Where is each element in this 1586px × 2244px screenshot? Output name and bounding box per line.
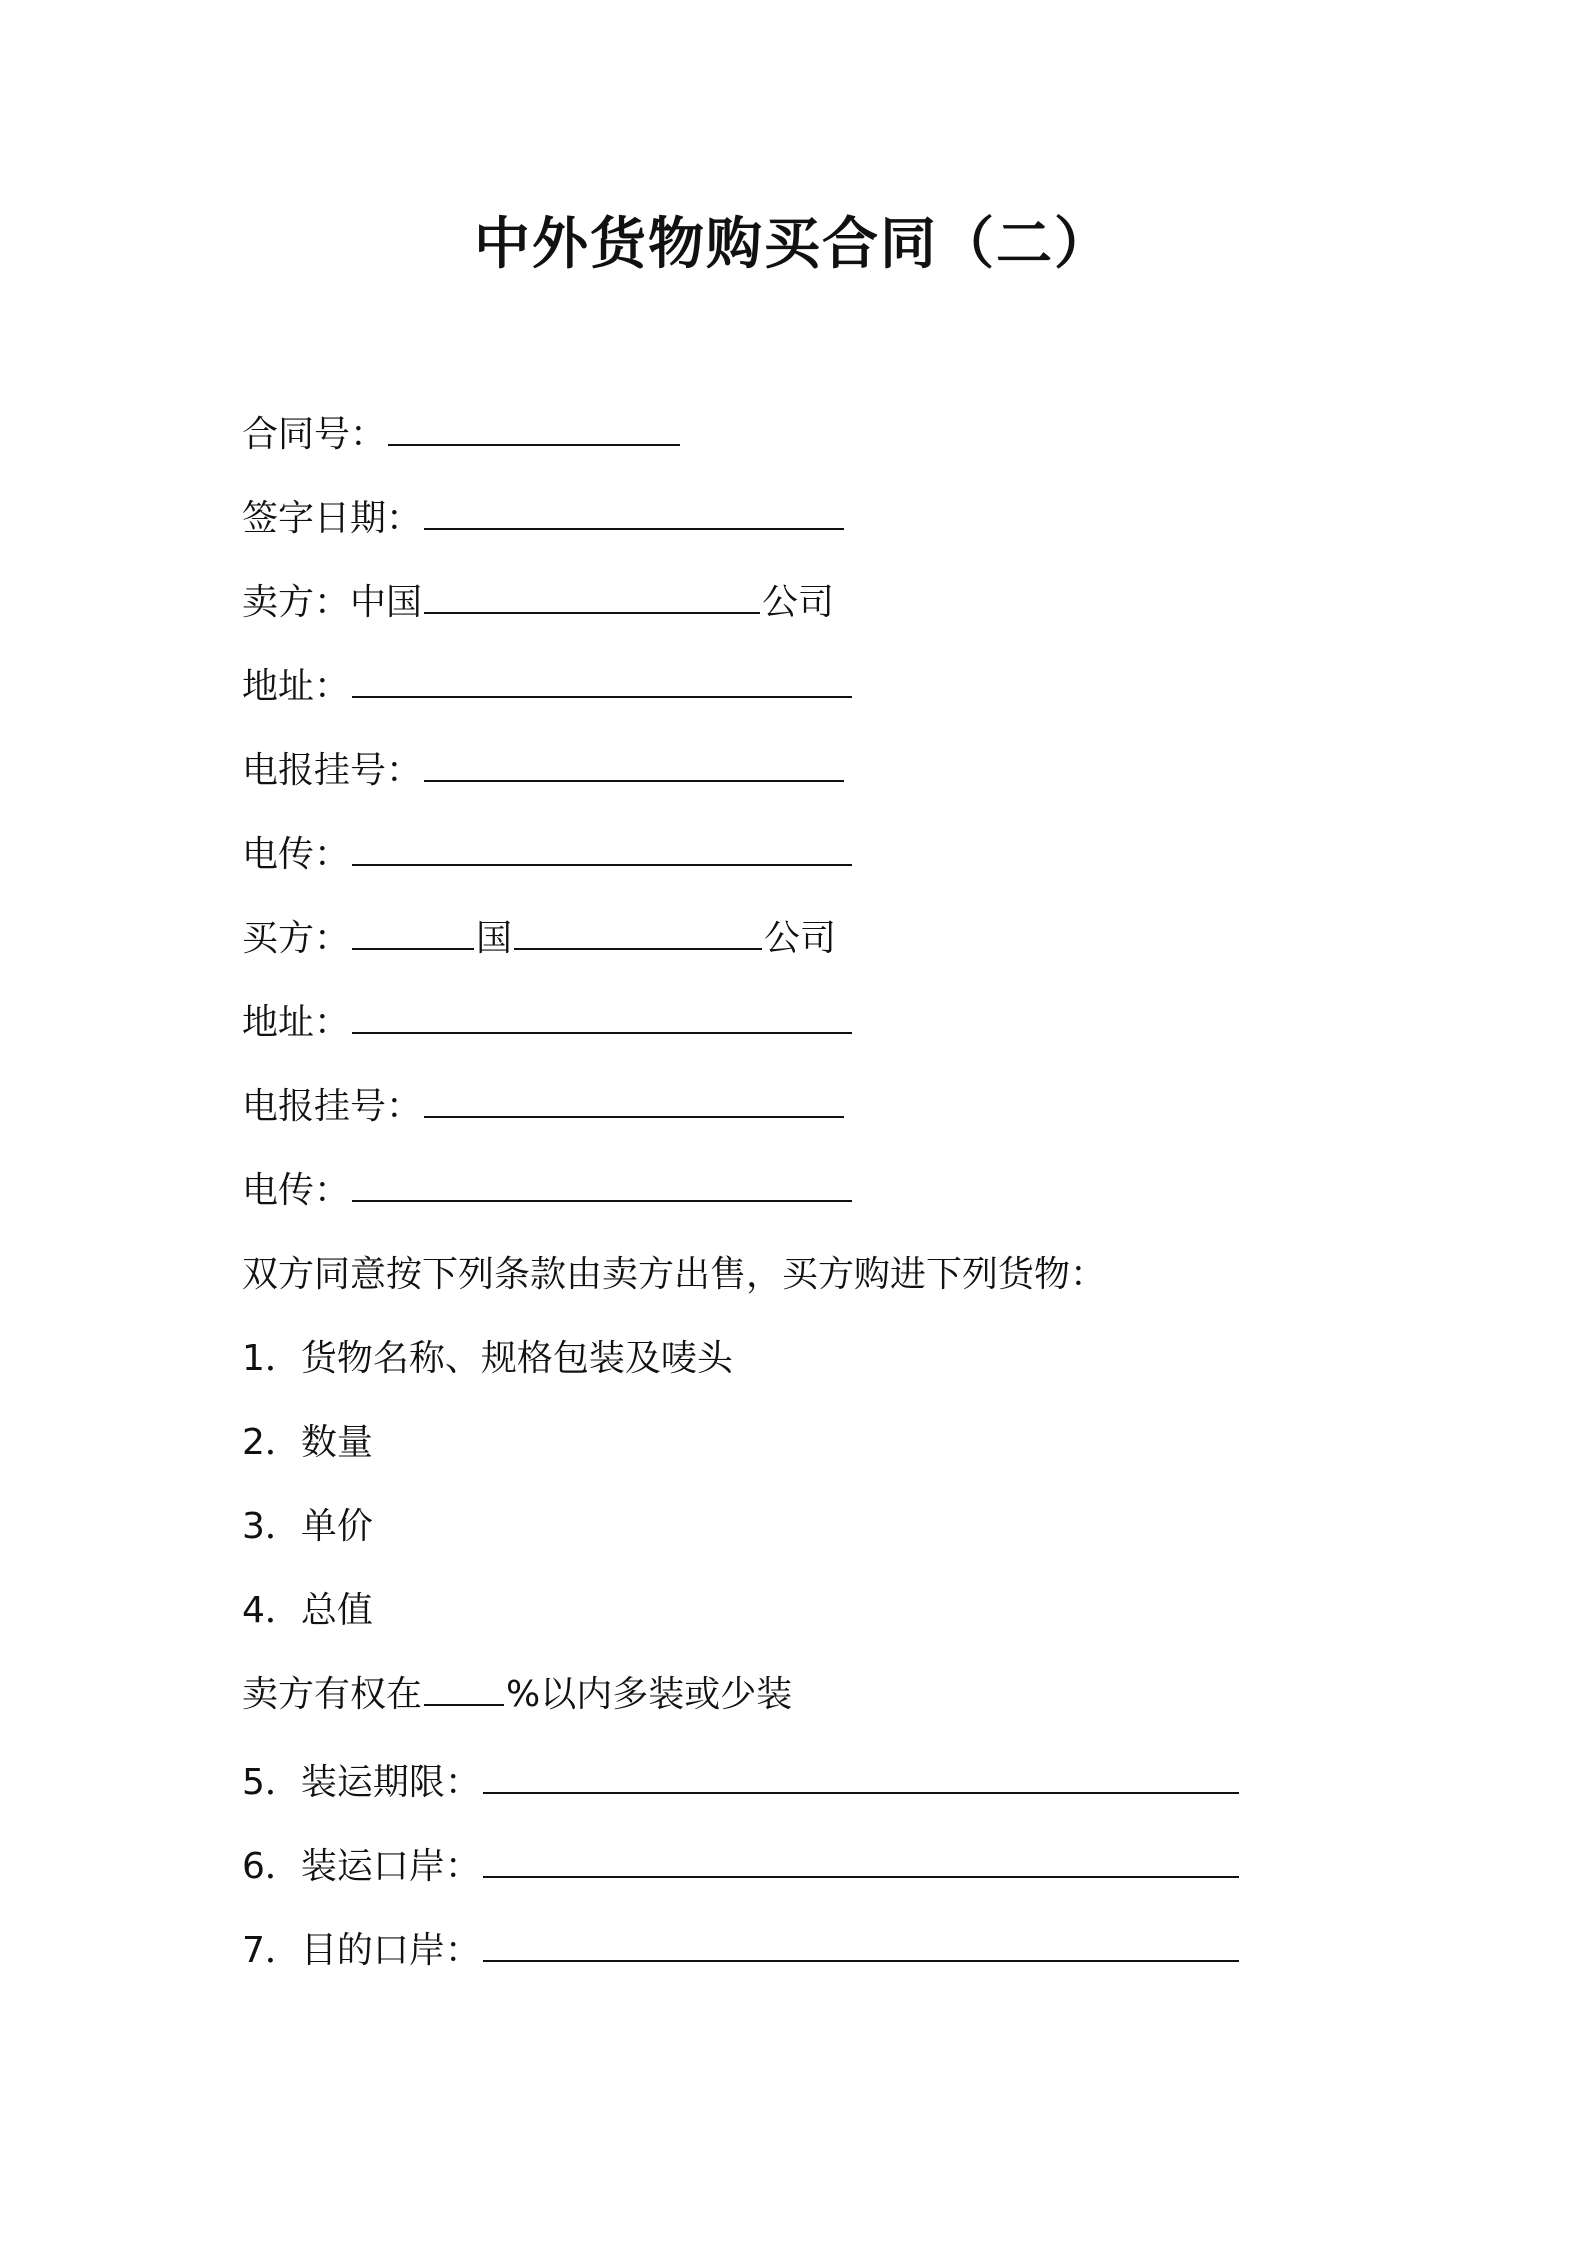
seller-address-blank [352, 662, 852, 698]
destination-port-label: 7．目的口岸： [242, 1930, 481, 1971]
contract-number-line [242, 410, 682, 460]
buyer-fax-blank [352, 1166, 852, 1202]
contract-number-label: 合同号： [242, 414, 387, 455]
item-unit-price: 3．单价 [242, 1506, 373, 1547]
item-goods-description: 1．货物名称、规格包装及唛头 [242, 1338, 733, 1379]
item-quantity: 2．数量 [242, 1422, 373, 1463]
loading-port-line [242, 1842, 1241, 1892]
seller-company-suffix: 公司 [762, 582, 835, 623]
seller-telegraph-blank [424, 746, 844, 782]
loading-port-blank [483, 1842, 1239, 1878]
seller-name-blank [424, 578, 760, 614]
buyer-address-blank [352, 998, 852, 1034]
buyer-name-blank [514, 914, 762, 950]
buyer-telegraph-blank [424, 1082, 844, 1118]
seller-address-line [242, 662, 854, 712]
seller-address-label: 地址： [242, 666, 351, 707]
buyer-company-suffix: 公司 [764, 918, 837, 959]
tolerance-suffix: %以内多装或少装 [506, 1674, 793, 1715]
shipment-period-line [242, 1758, 1241, 1808]
buyer-fax-label: 电传： [242, 1170, 351, 1211]
destination-port-blank [483, 1926, 1239, 1962]
tolerance-prefix: 卖方有权在 [242, 1674, 423, 1715]
buyer-address-label: 地址： [242, 1002, 351, 1043]
buyer-country-blank [352, 914, 474, 950]
seller-fax-label: 电传： [242, 834, 351, 875]
sign-date-blank [424, 494, 844, 530]
seller-label: 卖方：中国 [242, 582, 423, 623]
seller-telegraph-line [242, 746, 846, 796]
sign-date-label: 签字日期： [242, 498, 423, 539]
buyer-country-label: 国 [476, 918, 513, 959]
sign-date-line [242, 494, 846, 544]
seller-fax-blank [352, 830, 852, 866]
contract-number-blank [388, 410, 680, 446]
tolerance-blank [424, 1670, 504, 1706]
buyer-telegraph-line [242, 1082, 846, 1132]
seller-line [242, 578, 834, 628]
document-title: 中外货物购买合同（二） [474, 212, 1112, 277]
loading-port-label: 6．装运口岸： [242, 1846, 481, 1887]
shipment-period-label: 5．装运期限： [242, 1762, 481, 1803]
seller-telegraph-label: 电报挂号： [242, 750, 423, 791]
agreement-text: 双方同意按下列条款由卖方出售，买方购进下列货物： [242, 1254, 1107, 1295]
tolerance-line [242, 1670, 792, 1720]
destination-port-line [242, 1926, 1241, 1976]
buyer-label: 买方： [242, 918, 351, 959]
buyer-telegraph-label: 电报挂号： [242, 1086, 423, 1127]
buyer-line [242, 914, 836, 964]
buyer-address-line [242, 998, 854, 1048]
seller-fax-line [242, 830, 854, 880]
item-total-value: 4．总值 [242, 1590, 373, 1631]
buyer-fax-line [242, 1166, 854, 1216]
shipment-period-blank [483, 1758, 1239, 1794]
